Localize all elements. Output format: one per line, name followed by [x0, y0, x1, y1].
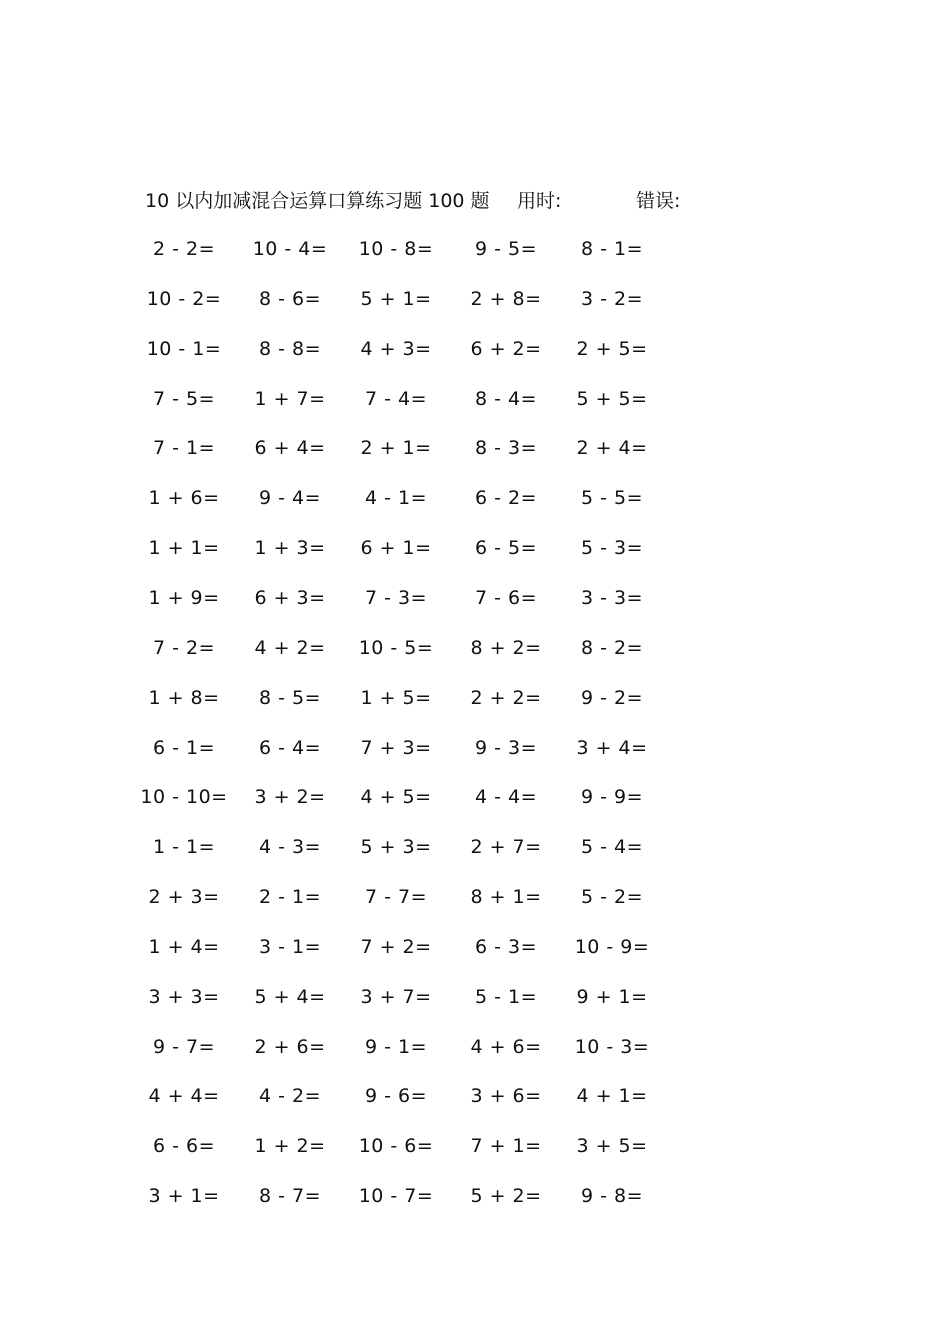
problem-cell: 7 - 1=: [152, 437, 216, 460]
problem-cell: 9 - 2=: [580, 686, 644, 709]
problem-cell: 6 - 4=: [258, 736, 322, 759]
problem-row: [0, 882, 950, 912]
problem-cell: 4 + 2=: [254, 636, 326, 659]
problem-cell: 2 + 4=: [576, 437, 648, 460]
problem-cell: 5 - 1=: [474, 985, 538, 1008]
problem-cell: 4 - 4=: [474, 786, 538, 809]
problem-cell: 5 - 2=: [580, 886, 644, 909]
problem-cell: 7 + 2=: [360, 935, 432, 958]
problem-cell: 1 + 8=: [148, 686, 220, 709]
problem-cell: 8 - 5=: [258, 686, 322, 709]
problem-row: [0, 982, 950, 1012]
problem-cell: 2 + 5=: [576, 337, 648, 360]
problem-cell: 10 - 6=: [358, 1135, 434, 1158]
problem-cell: 3 + 7=: [360, 985, 432, 1008]
problem-cell: 1 + 1=: [148, 537, 220, 560]
problem-row: [0, 1032, 950, 1062]
problem-cell: 10 - 3=: [574, 1035, 650, 1058]
problem-cell: 7 - 7=: [364, 886, 428, 909]
problem-cell: 5 - 3=: [580, 537, 644, 560]
problem-cell: 8 - 1=: [580, 238, 644, 260]
problem-cell: 9 - 4=: [258, 487, 322, 510]
problem-cell: 10 - 8=: [358, 238, 434, 260]
problem-cell: 1 + 9=: [148, 586, 220, 609]
problem-cell: 2 + 1=: [360, 437, 432, 460]
problem-cell: 2 + 3=: [148, 886, 220, 909]
problem-cell: 2 + 7=: [470, 836, 542, 859]
problem-cell: 4 + 1=: [576, 1085, 648, 1108]
problem-cell: 4 + 4=: [148, 1085, 220, 1108]
problem-cell: 6 + 3=: [254, 586, 326, 609]
problem-cell: 2 - 1=: [258, 886, 322, 909]
problem-row: [0, 1131, 950, 1161]
problem-row: [0, 1081, 950, 1111]
problem-cell: 4 + 5=: [360, 786, 432, 809]
problem-cell: 4 + 3=: [360, 337, 432, 360]
problem-cell: 2 + 6=: [254, 1035, 326, 1058]
problem-cell: 6 - 5=: [474, 537, 538, 560]
problem-cell: 8 - 6=: [258, 287, 322, 310]
time-used-label: 用时:: [517, 190, 562, 212]
problem-cell: 9 - 3=: [474, 736, 538, 759]
problem-row: [0, 733, 950, 763]
problem-cell: 6 + 4=: [254, 437, 326, 460]
problem-cell: 5 + 4=: [254, 985, 326, 1008]
problem-cell: 7 - 6=: [474, 586, 538, 609]
problem-cell: 9 - 1=: [364, 1035, 428, 1058]
problem-cell: 3 - 3=: [580, 586, 644, 609]
problem-cell: 3 + 2=: [254, 786, 326, 809]
problem-cell: 10 - 10=: [140, 786, 228, 809]
problem-cell: 1 + 6=: [148, 487, 220, 510]
errors-label: 错误:: [636, 190, 681, 212]
problem-cell: 6 - 6=: [152, 1135, 216, 1158]
problem-cell: 6 + 2=: [470, 337, 542, 360]
problem-cell: 10 - 4=: [252, 238, 328, 260]
problem-row: [0, 433, 950, 463]
problem-cell: 2 + 2=: [470, 686, 542, 709]
problem-cell: 1 - 1=: [152, 836, 216, 859]
problem-cell: 6 + 1=: [360, 537, 432, 560]
problem-cell: 2 + 8=: [470, 287, 542, 310]
problem-cell: 5 - 4=: [580, 836, 644, 859]
problem-cell: 8 - 7=: [258, 1185, 322, 1208]
problem-cell: 4 + 6=: [470, 1035, 542, 1058]
problem-cell: 6 - 3=: [474, 935, 538, 958]
problem-cell: 7 - 4=: [364, 387, 428, 410]
problem-row: [0, 234, 950, 264]
problem-cell: 3 - 2=: [580, 287, 644, 310]
problem-cell: 8 - 8=: [258, 337, 322, 360]
problem-cell: 1 + 5=: [360, 686, 432, 709]
problem-cell: 3 + 4=: [576, 736, 648, 759]
problem-cell: 2 - 2=: [152, 238, 216, 260]
problem-cell: 3 + 6=: [470, 1085, 542, 1108]
problem-cell: 8 - 2=: [580, 636, 644, 659]
problem-cell: 5 + 3=: [360, 836, 432, 859]
worksheet-title: 10 以内加减混合运算口算练习题 100 题: [145, 190, 490, 212]
problem-row: [0, 932, 950, 962]
problem-cell: 1 + 4=: [148, 935, 220, 958]
problem-cell: 8 + 1=: [470, 886, 542, 909]
problem-cell: 1 + 2=: [254, 1135, 326, 1158]
problem-cell: 5 + 2=: [470, 1185, 542, 1208]
problem-cell: 3 + 1=: [148, 1185, 220, 1208]
problem-row: [0, 1181, 950, 1211]
problem-row: [0, 284, 950, 314]
problem-cell: 5 + 5=: [576, 387, 648, 410]
problem-cell: 4 - 3=: [258, 836, 322, 859]
problem-cell: 9 - 7=: [152, 1035, 216, 1058]
problem-cell: 8 - 3=: [474, 437, 538, 460]
problem-cell: 7 + 3=: [360, 736, 432, 759]
problem-cell: 8 - 4=: [474, 387, 538, 410]
problem-row: [0, 782, 950, 812]
problem-row: [0, 583, 950, 613]
problem-cell: 3 + 3=: [148, 985, 220, 1008]
problem-cell: 7 - 2=: [152, 636, 216, 659]
problem-cell: 7 - 3=: [364, 586, 428, 609]
problem-row: [0, 483, 950, 513]
problem-cell: 9 - 9=: [580, 786, 644, 809]
problem-row: [0, 633, 950, 663]
problem-row: [0, 533, 950, 563]
problem-cell: 4 - 1=: [364, 487, 428, 510]
problem-row: [0, 334, 950, 364]
problem-cell: 10 - 2=: [146, 287, 222, 310]
problem-cell: 1 + 7=: [254, 387, 326, 410]
problem-cell: 8 + 2=: [470, 636, 542, 659]
problem-cell: 6 - 2=: [474, 487, 538, 510]
problem-cell: 3 - 1=: [258, 935, 322, 958]
problem-cell: 5 - 5=: [580, 487, 644, 510]
problem-cell: 7 - 5=: [152, 387, 216, 410]
problem-cell: 9 - 5=: [474, 238, 538, 260]
problem-cell: 5 + 1=: [360, 287, 432, 310]
problem-row: [0, 384, 950, 414]
problem-cell: 9 + 1=: [576, 985, 648, 1008]
problem-cell: 10 - 9=: [574, 935, 650, 958]
problem-cell: 9 - 6=: [364, 1085, 428, 1108]
problem-row: [0, 832, 950, 862]
problem-cell: 4 - 2=: [258, 1085, 322, 1108]
problem-cell: 10 - 1=: [146, 337, 222, 360]
problem-cell: 6 - 1=: [152, 736, 216, 759]
problem-cell: 10 - 7=: [358, 1185, 434, 1208]
problem-cell: 9 - 8=: [580, 1185, 644, 1208]
problem-cell: 7 + 1=: [470, 1135, 542, 1158]
problem-cell: 1 + 3=: [254, 537, 326, 560]
problem-cell: 3 + 5=: [576, 1135, 648, 1158]
problem-cell: 10 - 5=: [358, 636, 434, 659]
problem-row: [0, 683, 950, 713]
